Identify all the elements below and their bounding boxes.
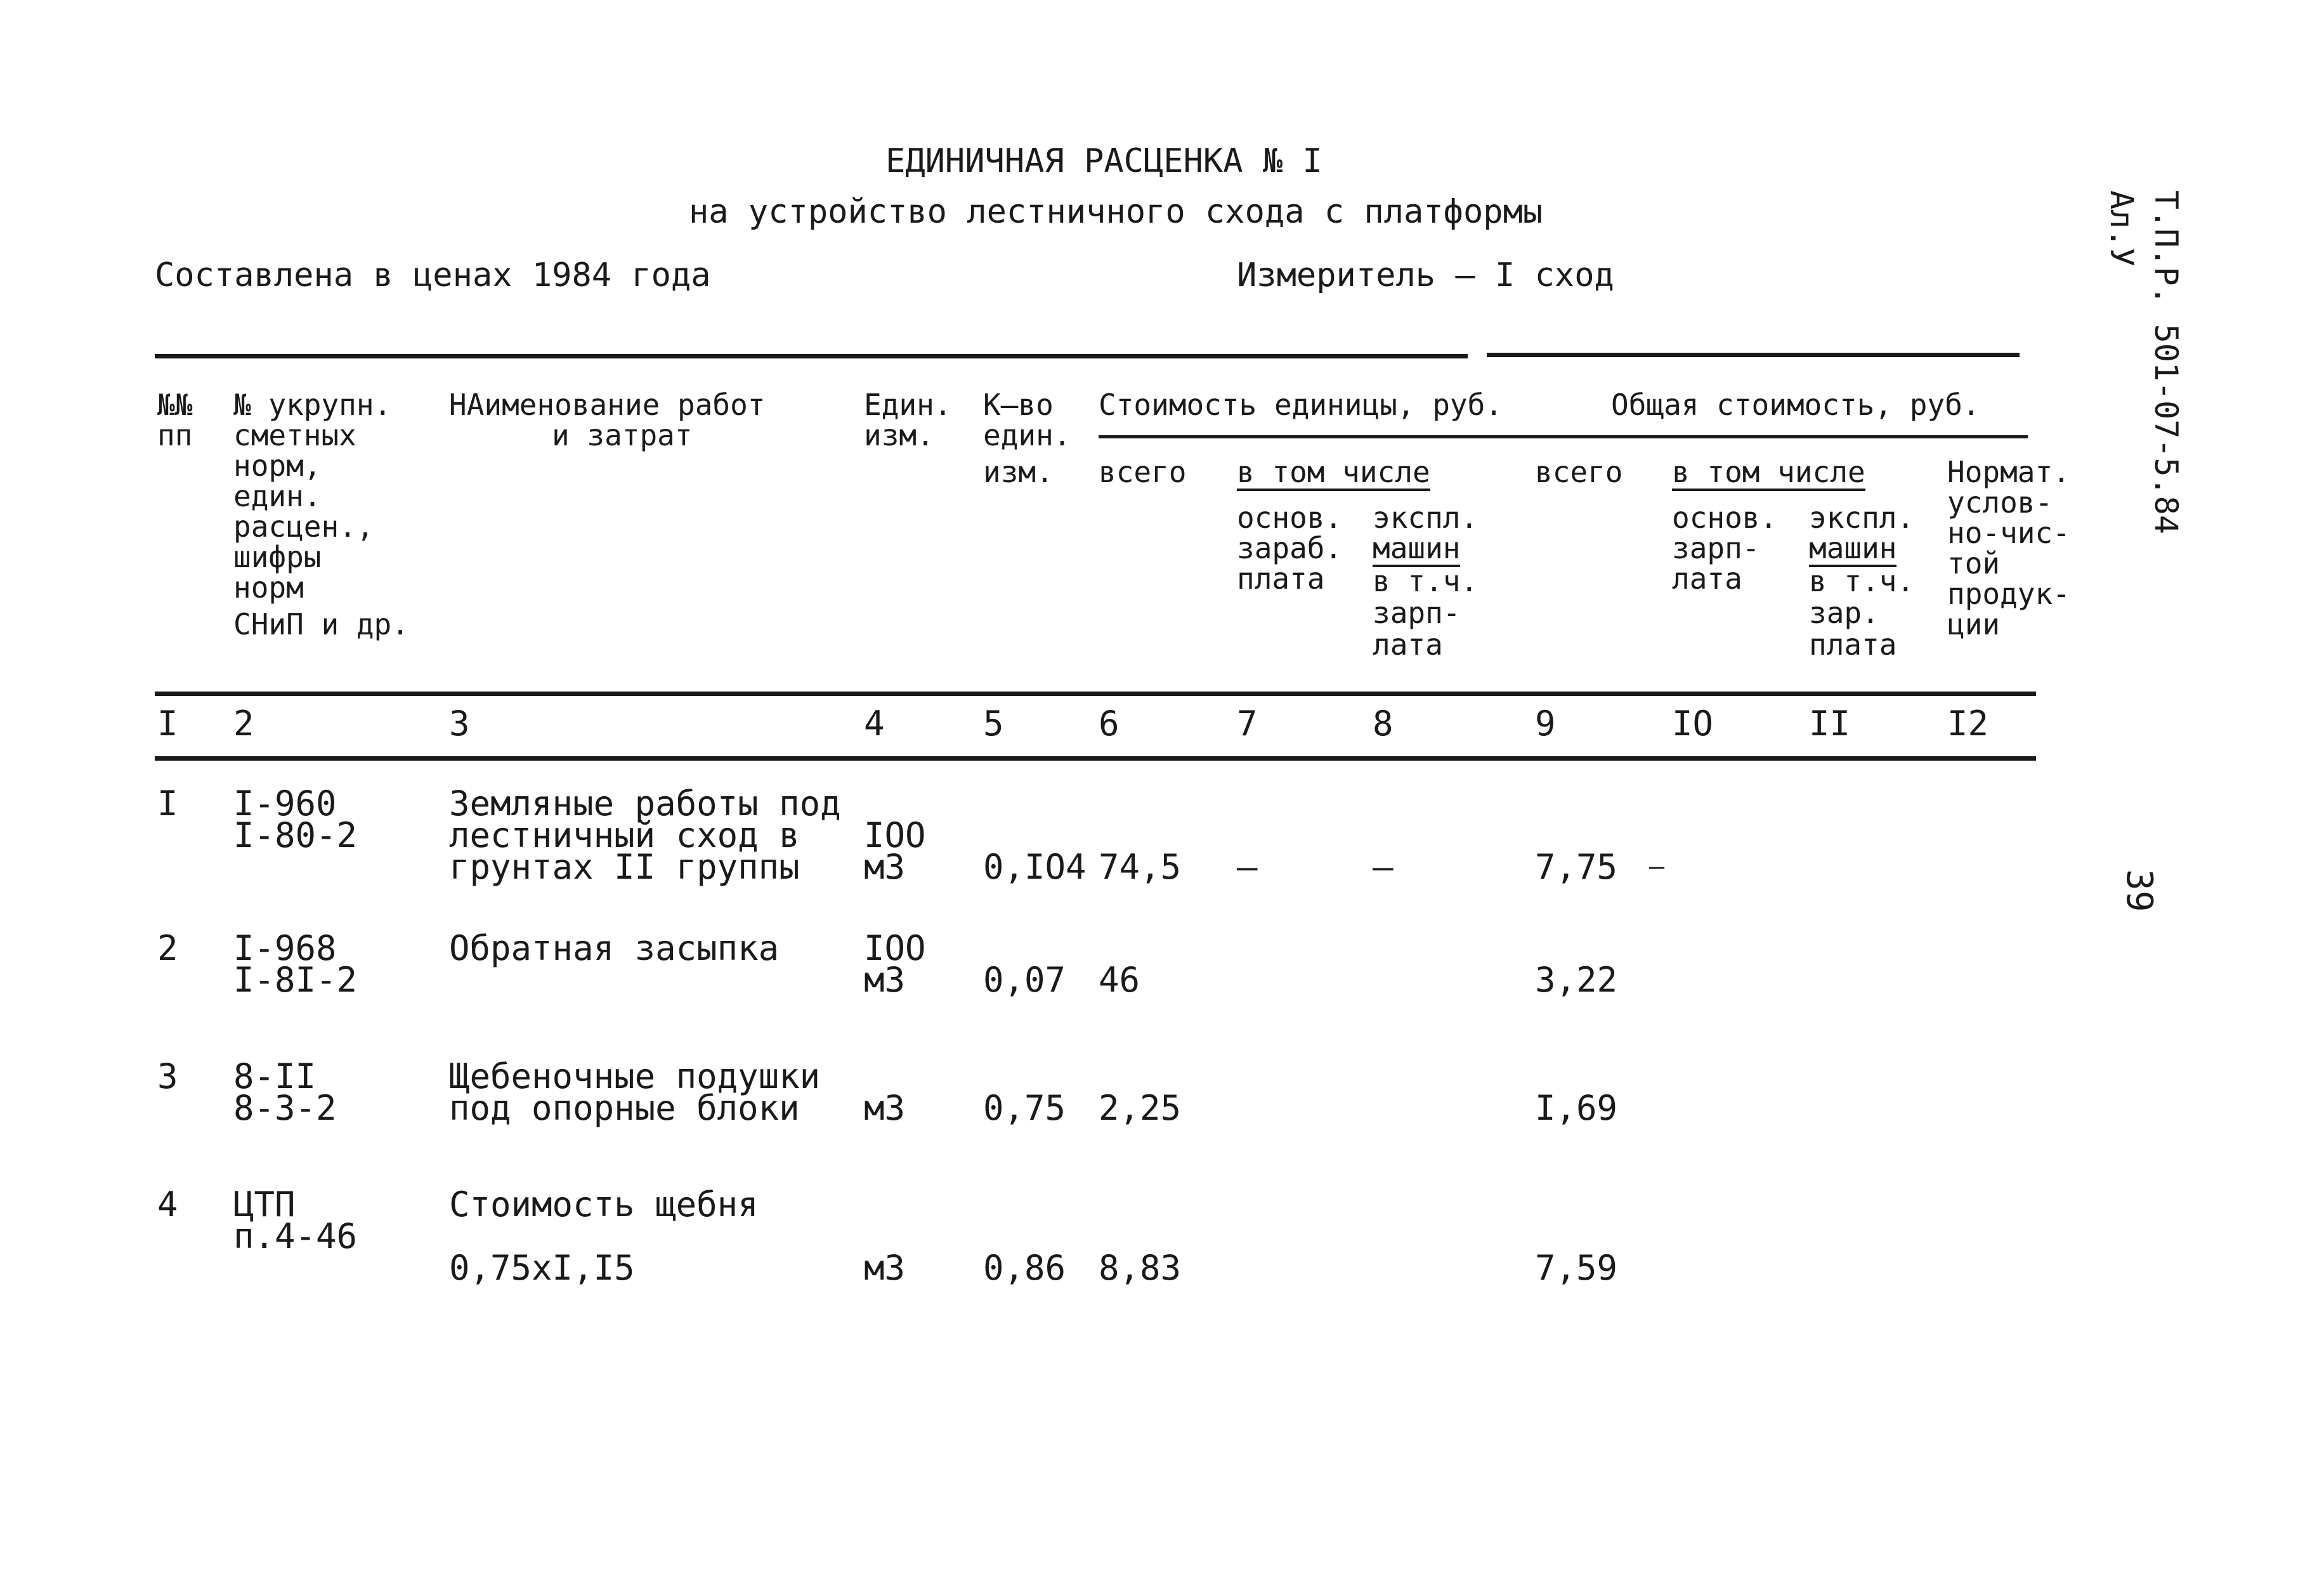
header-unit-all: всего	[1099, 455, 1187, 489]
header-total-cost: Общая стоимость, руб.	[1611, 388, 1980, 422]
table-top-rule-right	[1487, 353, 2020, 357]
col-numbers-bottom-rule	[155, 756, 2036, 761]
header-total-incl: в том числе	[1672, 457, 1865, 491]
header-unit-incl: в том числе	[1237, 457, 1430, 491]
prices-note: Составлена в ценах 1984 года	[155, 256, 711, 294]
document-subtitle: на устройство лестничного схода с платформы	[689, 193, 1543, 231]
cost-group-rule	[1099, 435, 2028, 438]
page-number: 39	[2118, 869, 2160, 912]
header-total-all: всего	[1535, 455, 1623, 489]
document-title: ЕДИНИЧНАЯ РАСЦЕНКА № I	[885, 142, 1322, 180]
header-unit-cost: Стоимость единицы, руб.	[1099, 388, 1503, 422]
measure-unit: Измеритель – I сход	[1237, 256, 1614, 294]
header-bottom-rule	[155, 692, 2036, 696]
side-label-code: Т.П.Р. 501-07-5.84	[2148, 190, 2184, 534]
side-label-sheet: Ал.У	[2103, 190, 2140, 267]
table-top-rule-left	[155, 354, 1468, 358]
